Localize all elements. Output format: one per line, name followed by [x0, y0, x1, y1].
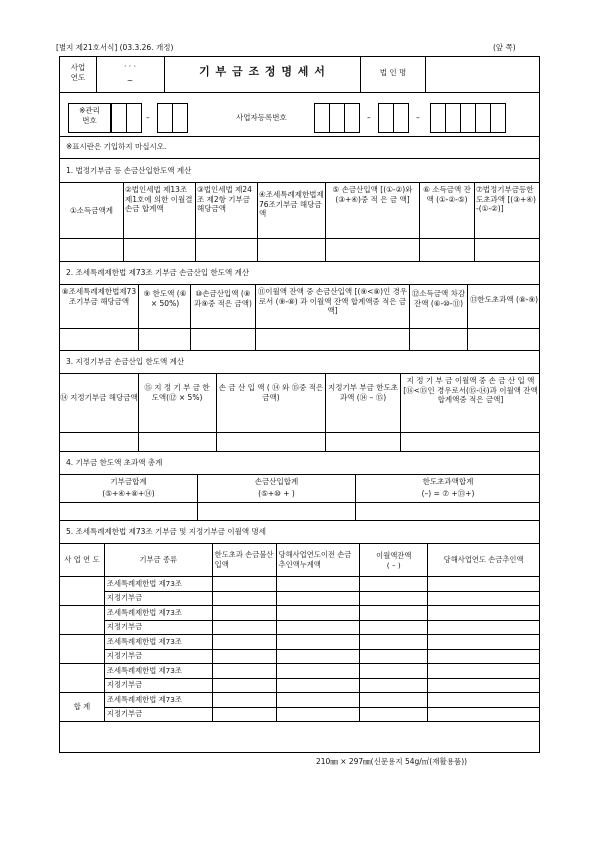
s5-kind-art73: 조세특례제한법 제73조 — [104, 577, 212, 592]
s5-cell[interactable] — [428, 577, 540, 592]
business-year-dots: · · · — [124, 62, 136, 71]
s5-year-cell-1[interactable] — [60, 577, 105, 606]
s5-cell[interactable] — [212, 693, 276, 708]
s5-cell[interactable] — [276, 693, 360, 708]
page-side-label: (앞 쪽) — [493, 43, 516, 52]
s5-header-carry — [360, 544, 428, 577]
s2-col-limit: ⑨ 한도액 (⑥ × 50%) — [143, 289, 187, 308]
s5-cell[interactable] — [276, 606, 360, 621]
s5-cell[interactable] — [276, 620, 360, 635]
s1-col-deductible: ⑤ 손금산입액 [(①-②)와 (③+④)중 적 은 금 액] — [332, 185, 413, 204]
biz-no-box-1[interactable] — [314, 103, 330, 133]
s5-header-kind: 기부금 종류 — [104, 544, 212, 577]
s5-cell[interactable] — [212, 707, 276, 722]
biz-no-box-8[interactable] — [460, 103, 476, 133]
s5-cell[interactable] — [428, 606, 540, 621]
s5-year-cell-4[interactable] — [60, 664, 105, 693]
s5-cell[interactable] — [276, 635, 360, 650]
s5-kind-art73: 조세특례제한법 제73조 — [104, 693, 212, 708]
dash: – — [146, 113, 150, 122]
s3-col-deductible: 손 금 산 입 액 ( ⑭ 와 ⑮중 적은 금액) — [218, 383, 324, 402]
section3-title: 3. 지정기부금 손금산입 한도액 계산 — [66, 357, 185, 366]
s4-formula-deductible-total: (⑤+⑩ + ) — [258, 489, 295, 498]
s2-col-income-net: ⑫소득금액 차감잔액 (⑥-⑩-⑪) — [411, 289, 466, 308]
management-number-box-3[interactable] — [157, 103, 173, 133]
s1-col-art76-donation: ④조세특례제한법제76조기부금 해당금액 — [259, 190, 324, 218]
s5-kind-art73: 조세특례제한법 제73조 — [104, 606, 212, 621]
s5-cell[interactable] — [212, 664, 276, 679]
s5-cell[interactable] — [360, 678, 428, 693]
s5-cell[interactable] — [276, 678, 360, 693]
s5-cell[interactable] — [276, 649, 360, 664]
s5-header-carry-sub: ( – ) — [386, 560, 401, 570]
corp-name-label: 법 인 명 — [379, 68, 407, 77]
s5-cell[interactable] — [212, 649, 276, 664]
s5-cell[interactable] — [428, 649, 540, 664]
s3-col-carryover-deductible: 지 정 기 부 금 이월액 중 손 금 산 입 액 [⑯<⑮인 경우로서(⑮-⑭)과 이월액 잔액 합계액중 적은 금액] — [403, 376, 538, 404]
s5-kind-art73: 조세특례제한법 제73조 — [104, 664, 212, 679]
biz-no-box-7[interactable] — [445, 103, 461, 133]
corp-name-field[interactable] — [426, 57, 539, 91]
s3-col-designated-limit: ⑮ 지 정 기 부 금 한 도액(⑫ × 5%) — [144, 383, 210, 402]
s5-total-label: 합 계 — [60, 693, 105, 722]
business-year-label: 사업 연도 — [70, 63, 86, 82]
s5-cell[interactable] — [360, 591, 428, 606]
s1-col-art24-donation: ③법인세법 제24조 제2항 기부금 해당금액 — [197, 185, 252, 213]
biz-no-box-3[interactable] — [344, 103, 360, 133]
s5-cell[interactable] — [276, 707, 360, 722]
biz-no-box-4[interactable] — [378, 103, 394, 133]
s5-cell[interactable] — [428, 591, 540, 606]
s3-col-designated-donation: ⑭ 지정기부금 해당금액 — [60, 393, 138, 402]
s1-col-loss-carryforward: ②법인세법 제13조 제1호에 의한 이월결손금 합계액 — [125, 185, 193, 213]
s5-kind-art73: 조세특례제한법 제73조 — [104, 635, 212, 650]
s5-cell[interactable] — [212, 577, 276, 592]
s1-col-income-total: ①소득금액계 — [70, 206, 113, 215]
s4-col-donation-total: 기부금합계 — [110, 477, 147, 486]
s4-formula-donation-total: (⑤+④+⑧+⑭) — [102, 489, 155, 498]
s5-cell[interactable] — [360, 635, 428, 650]
s5-year-cell-2[interactable] — [60, 606, 105, 635]
s5-cell[interactable] — [360, 707, 428, 722]
paper-spec-footer: 210㎜ × 297㎜(신문용지 54g/㎡(재활용품)) — [316, 757, 468, 766]
s5-cell[interactable] — [212, 591, 276, 606]
s5-cell[interactable] — [360, 693, 428, 708]
s5-header-year: 사 업 연 도 — [60, 544, 105, 577]
s5-header-prior: 당해사업연도이전 손금추인액누계액 — [276, 544, 360, 577]
s5-cell[interactable] — [360, 620, 428, 635]
form-title: 기 부 금 조 정 명 세 서 — [199, 65, 326, 78]
s5-cell[interactable] — [360, 649, 428, 664]
s2-col-limit-excess: ⑬한도초과액 (⑧-⑨) — [469, 295, 539, 304]
s5-header-carry-text: 이월액잔액 — [376, 550, 412, 560]
s5-year-cell-3[interactable] — [60, 635, 105, 664]
s5-cell[interactable] — [276, 664, 360, 679]
s1-col-limit-excess: ⑦법정기부금등한도초과액 [(③+④) -(①-②)] — [476, 185, 536, 213]
s5-cell[interactable] — [428, 635, 540, 650]
biz-no-box-5[interactable] — [393, 103, 409, 133]
s5-cell[interactable] — [428, 678, 540, 693]
management-number-box-2[interactable] — [126, 103, 142, 133]
s5-cell[interactable] — [276, 591, 360, 606]
s5-cell[interactable] — [212, 635, 276, 650]
section1-title: 1. 법정기부금 등 손금산입한도액 계산 — [66, 166, 192, 175]
s3-col-limit-excess: 지정기부 부금 한도초과액 (⑭ – ⑮) — [328, 383, 398, 402]
form-reference: [별지 제21호서식] (03.3.26. 개정) — [56, 43, 174, 52]
s5-cell[interactable] — [212, 606, 276, 621]
s5-cell[interactable] — [428, 664, 540, 679]
carryover-table — [59, 543, 540, 722]
s5-header-current: 당해사업연도 손금추인액 — [428, 544, 540, 577]
section5-title: 5. 조세특례제한법 제73조 기부금 및 지정기부금 이월액 명세 — [66, 527, 267, 536]
s5-cell[interactable] — [360, 664, 428, 679]
s4-col-excess-total: 한도초과액합계 — [422, 477, 474, 486]
s4-col-deductible-total: 손금산입합계 — [254, 477, 299, 486]
s4-formula-excess-total: (–) = ⑦ +⑬+) — [421, 489, 475, 498]
management-number-label: ※관리 번호 — [79, 106, 100, 125]
s5-cell[interactable] — [360, 606, 428, 621]
biz-no-box-10[interactable] — [490, 103, 506, 133]
s5-header-over: 한도초과 손금불산입액 — [212, 544, 276, 577]
s5-cell[interactable] — [428, 620, 540, 635]
s5-kind-designated: 지정기부금 — [104, 678, 212, 693]
s5-kind-designated: 지정기부금 — [104, 649, 212, 664]
s5-cell[interactable] — [212, 678, 276, 693]
biz-no-box-9[interactable] — [475, 103, 491, 133]
s5-kind-designated: 지정기부금 — [104, 591, 212, 606]
business-year-tilde: ~ — [126, 76, 134, 85]
biz-no-box-2[interactable] — [329, 103, 345, 133]
management-number-box-4[interactable] — [172, 103, 188, 133]
s5-cell[interactable] — [276, 577, 360, 592]
s5-cell[interactable] — [212, 620, 276, 635]
s5-cell[interactable] — [428, 693, 540, 708]
s5-kind-designated: 지정기부금 — [104, 620, 212, 635]
s5-cell[interactable] — [360, 577, 428, 592]
management-number-box-1[interactable] — [111, 103, 127, 133]
dash: – — [416, 113, 420, 122]
section2-title: 2. 조세특례제한법 제73조 기부금 손금산입 한도액 계산 — [66, 268, 250, 277]
business-reg-number-label: 사업자등록번호 — [236, 113, 287, 122]
s2-col-art73-donation: ⑧조세특례제한법제73조기부금 해당금액 — [61, 287, 137, 306]
dash: – — [367, 113, 371, 122]
s5-cell[interactable] — [428, 707, 540, 722]
s1-col-income-balance: ⑥ 소득금액 잔액 (①-②-⑤) — [423, 185, 471, 204]
s5-kind-designated: 지정기부금 — [104, 707, 212, 722]
instruction-note: ※표시란은 기입하지 마십시오. — [66, 142, 167, 151]
s2-col-deductible: ⑩손금산입액 (⑧과⑨중 적은 금액) — [194, 289, 252, 308]
s2-col-carryover-deductible: ⑪이월액 잔액 중 손금산입액 [(⑨<⑧)인 경우로서 (⑨-⑧) 과 이월액 잔액 합계액중 적은 금액] — [257, 287, 408, 315]
section4-title: 4. 기부금 한도액 초과액 총계 — [66, 458, 163, 467]
biz-no-box-6[interactable] — [430, 103, 446, 133]
